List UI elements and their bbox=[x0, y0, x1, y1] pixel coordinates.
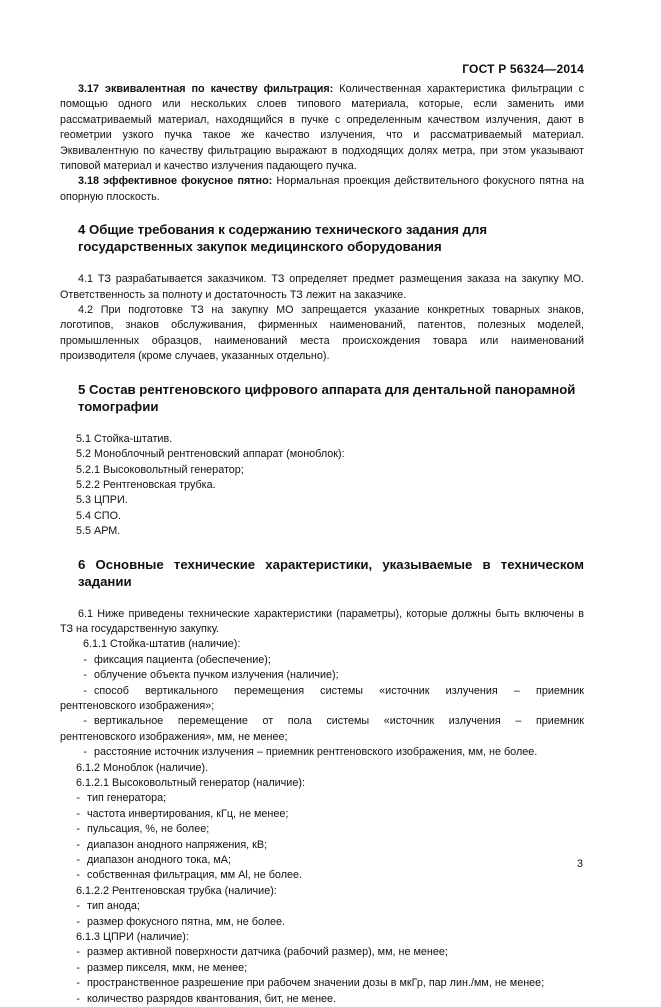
dash-marker: - bbox=[76, 915, 80, 928]
list-item: - диапазон анодного напряжения, кВ; bbox=[60, 838, 584, 853]
clause-3-18 bbox=[60, 174, 584, 205]
term-3-18: 3.18 эффективное фокусное пятно: bbox=[78, 175, 273, 188]
list-item: - размер активной поверхности датчика (рабочий размер), мм, не менее; bbox=[60, 945, 584, 960]
document-body bbox=[60, 82, 584, 1007]
dash-marker: - bbox=[83, 653, 87, 666]
dash-marker: - bbox=[83, 669, 87, 682]
definition-3-17: Количественная характеристика фильтрации с помощью одного или нескольких слоев типового материала, которые, если заменить ими рассматриваемый материал, находящийся в пучке с определенным качеством излучения, дают в геометрии узкого пучка такое же качество излучения, что и рассматриваемый материал. Эквивалентную по качеству фильтрацию выражают в подходящих долях метра, при этом указывают типовой материал и качество излучения падающего пучка. bbox=[60, 83, 584, 173]
clause-4-1: 4.1 ТЗ разрабатывается заказчиком. ТЗ определяет предмет размещения заказа на закупку МО. Ответственность за полноту и достаточность ТЗ лежит на заказчике. bbox=[60, 273, 584, 301]
list-item: - способ вертикального перемещения системы «источник излучения – приемник рентгеновского изображения»; bbox=[60, 684, 584, 712]
clause-6-1: 6.1 Ниже приведены технические характеристики (параметры), которые должны быть включены в ТЗ на государственную закупку. bbox=[60, 607, 584, 635]
dash-marker: - bbox=[76, 900, 80, 913]
dash-marker: - bbox=[76, 807, 80, 820]
dash-marker: - bbox=[76, 838, 80, 851]
list-item: - тип анода; bbox=[60, 899, 584, 914]
clause-6-1-2: 6.1.2 Моноблок (наличие). bbox=[76, 761, 209, 774]
dash-marker: - bbox=[76, 823, 80, 836]
list-item: 5.2 Моноблочный рентгеновский аппарат (моноблок): bbox=[76, 448, 345, 461]
list-item: - тип генератора; bbox=[60, 791, 584, 806]
list-item: 5.2.2 Рентгеновская трубка. bbox=[76, 478, 216, 491]
list-item: - пространственное разрешение при рабочем значении дозы в мкГр, пар лин./мм, не менее; bbox=[60, 976, 584, 991]
dash-marker: - bbox=[76, 854, 80, 867]
list-item: 5.1 Стойка-штатив. bbox=[76, 432, 173, 445]
dash-marker: - bbox=[83, 684, 87, 697]
list-item: 5.4 СПО. bbox=[76, 509, 121, 522]
section-6-heading: 6 Основные технические характеристики, указываемые в техническом задании bbox=[78, 556, 584, 589]
list-item: 5.3 ЦПРИ. bbox=[76, 494, 128, 507]
list-item: - фиксация пациента (обеспечение); bbox=[60, 653, 584, 668]
clause-6-1-3: 6.1.3 ЦПРИ (наличие): bbox=[76, 931, 189, 944]
clause-6-1-2-2: 6.1.2.2 Рентгеновская трубка (наличие): bbox=[76, 884, 277, 897]
list-item: - собственная фильтрация, мм Al, не более. bbox=[60, 868, 584, 883]
term-3-17: 3.17 эквивалентная по качеству фильтрация: bbox=[78, 83, 334, 95]
list-item: 5.5 АРМ. bbox=[76, 525, 121, 538]
clause-3-17 bbox=[60, 82, 584, 174]
list-item: - расстояние источник излучения – приемник рентгеновского изображения, мм, не более. bbox=[60, 745, 584, 760]
list-item: - частота инвертирования, кГц, не менее; bbox=[60, 807, 584, 822]
dash-marker: - bbox=[76, 992, 80, 1005]
list-item: - пульсация, %, не более; bbox=[60, 822, 584, 837]
list-item: - диапазон анодного тока, мА; bbox=[60, 853, 584, 868]
dash-marker: - bbox=[76, 977, 80, 990]
dash-marker: - bbox=[76, 792, 80, 805]
document-header: ГОСТ Р 56324—2014 bbox=[462, 62, 584, 76]
section-5-heading: 5 Состав рентгеновского цифрового аппарата для дентальной панорамной томографии bbox=[78, 381, 576, 414]
list-item: 5.2.1 Высоковольтный генератор; bbox=[76, 463, 244, 476]
list-item: - размер пикселя, мкм, не менее; bbox=[60, 961, 584, 976]
dash-marker: - bbox=[83, 746, 87, 759]
list-item: - облучение объекта пучком излучения (наличие); bbox=[60, 668, 584, 683]
definition-3-18: Нормальная проекция действительного фокусного пятна на опорную плоскость. bbox=[60, 175, 584, 203]
dash-marker: - bbox=[76, 946, 80, 959]
list-item: - вертикальное перемещение от пола системы «источник излучения – приемник рентгеновского изображения», мм, не менее; bbox=[60, 715, 584, 743]
section-4-heading: 4 Общие требования к содержанию технического задания для государственных закупок медицинского оборудования bbox=[78, 222, 488, 255]
page-number: 3 bbox=[576, 858, 583, 870]
dash-marker: - bbox=[76, 961, 80, 974]
clause-6-1-1: 6.1.1 Стойка-штатив (наличие): bbox=[83, 638, 241, 651]
section-5-list bbox=[60, 432, 584, 540]
list-item: - количество разрядов квантования, бит, не менее. bbox=[60, 992, 584, 1007]
clause-6-1-2-1: 6.1.2.1 Высоковольтный генератор (наличие): bbox=[76, 777, 305, 789]
dash-marker: - bbox=[83, 715, 87, 728]
clause-4-2: 4.2 При подготовке ТЗ на закупку МО запрещается указание конкретных товарных знаков, логотипов, знаков обслуживания, фирменных наименований, патентов, полезных моделей, промышленных образцов, наименований места происхождения товара или наименований производителя (кроме случаев, указанных отдельно). bbox=[60, 304, 584, 363]
list-item: - размер фокусного пятна, мм, не более. bbox=[60, 915, 584, 930]
dash-marker: - bbox=[76, 869, 80, 882]
